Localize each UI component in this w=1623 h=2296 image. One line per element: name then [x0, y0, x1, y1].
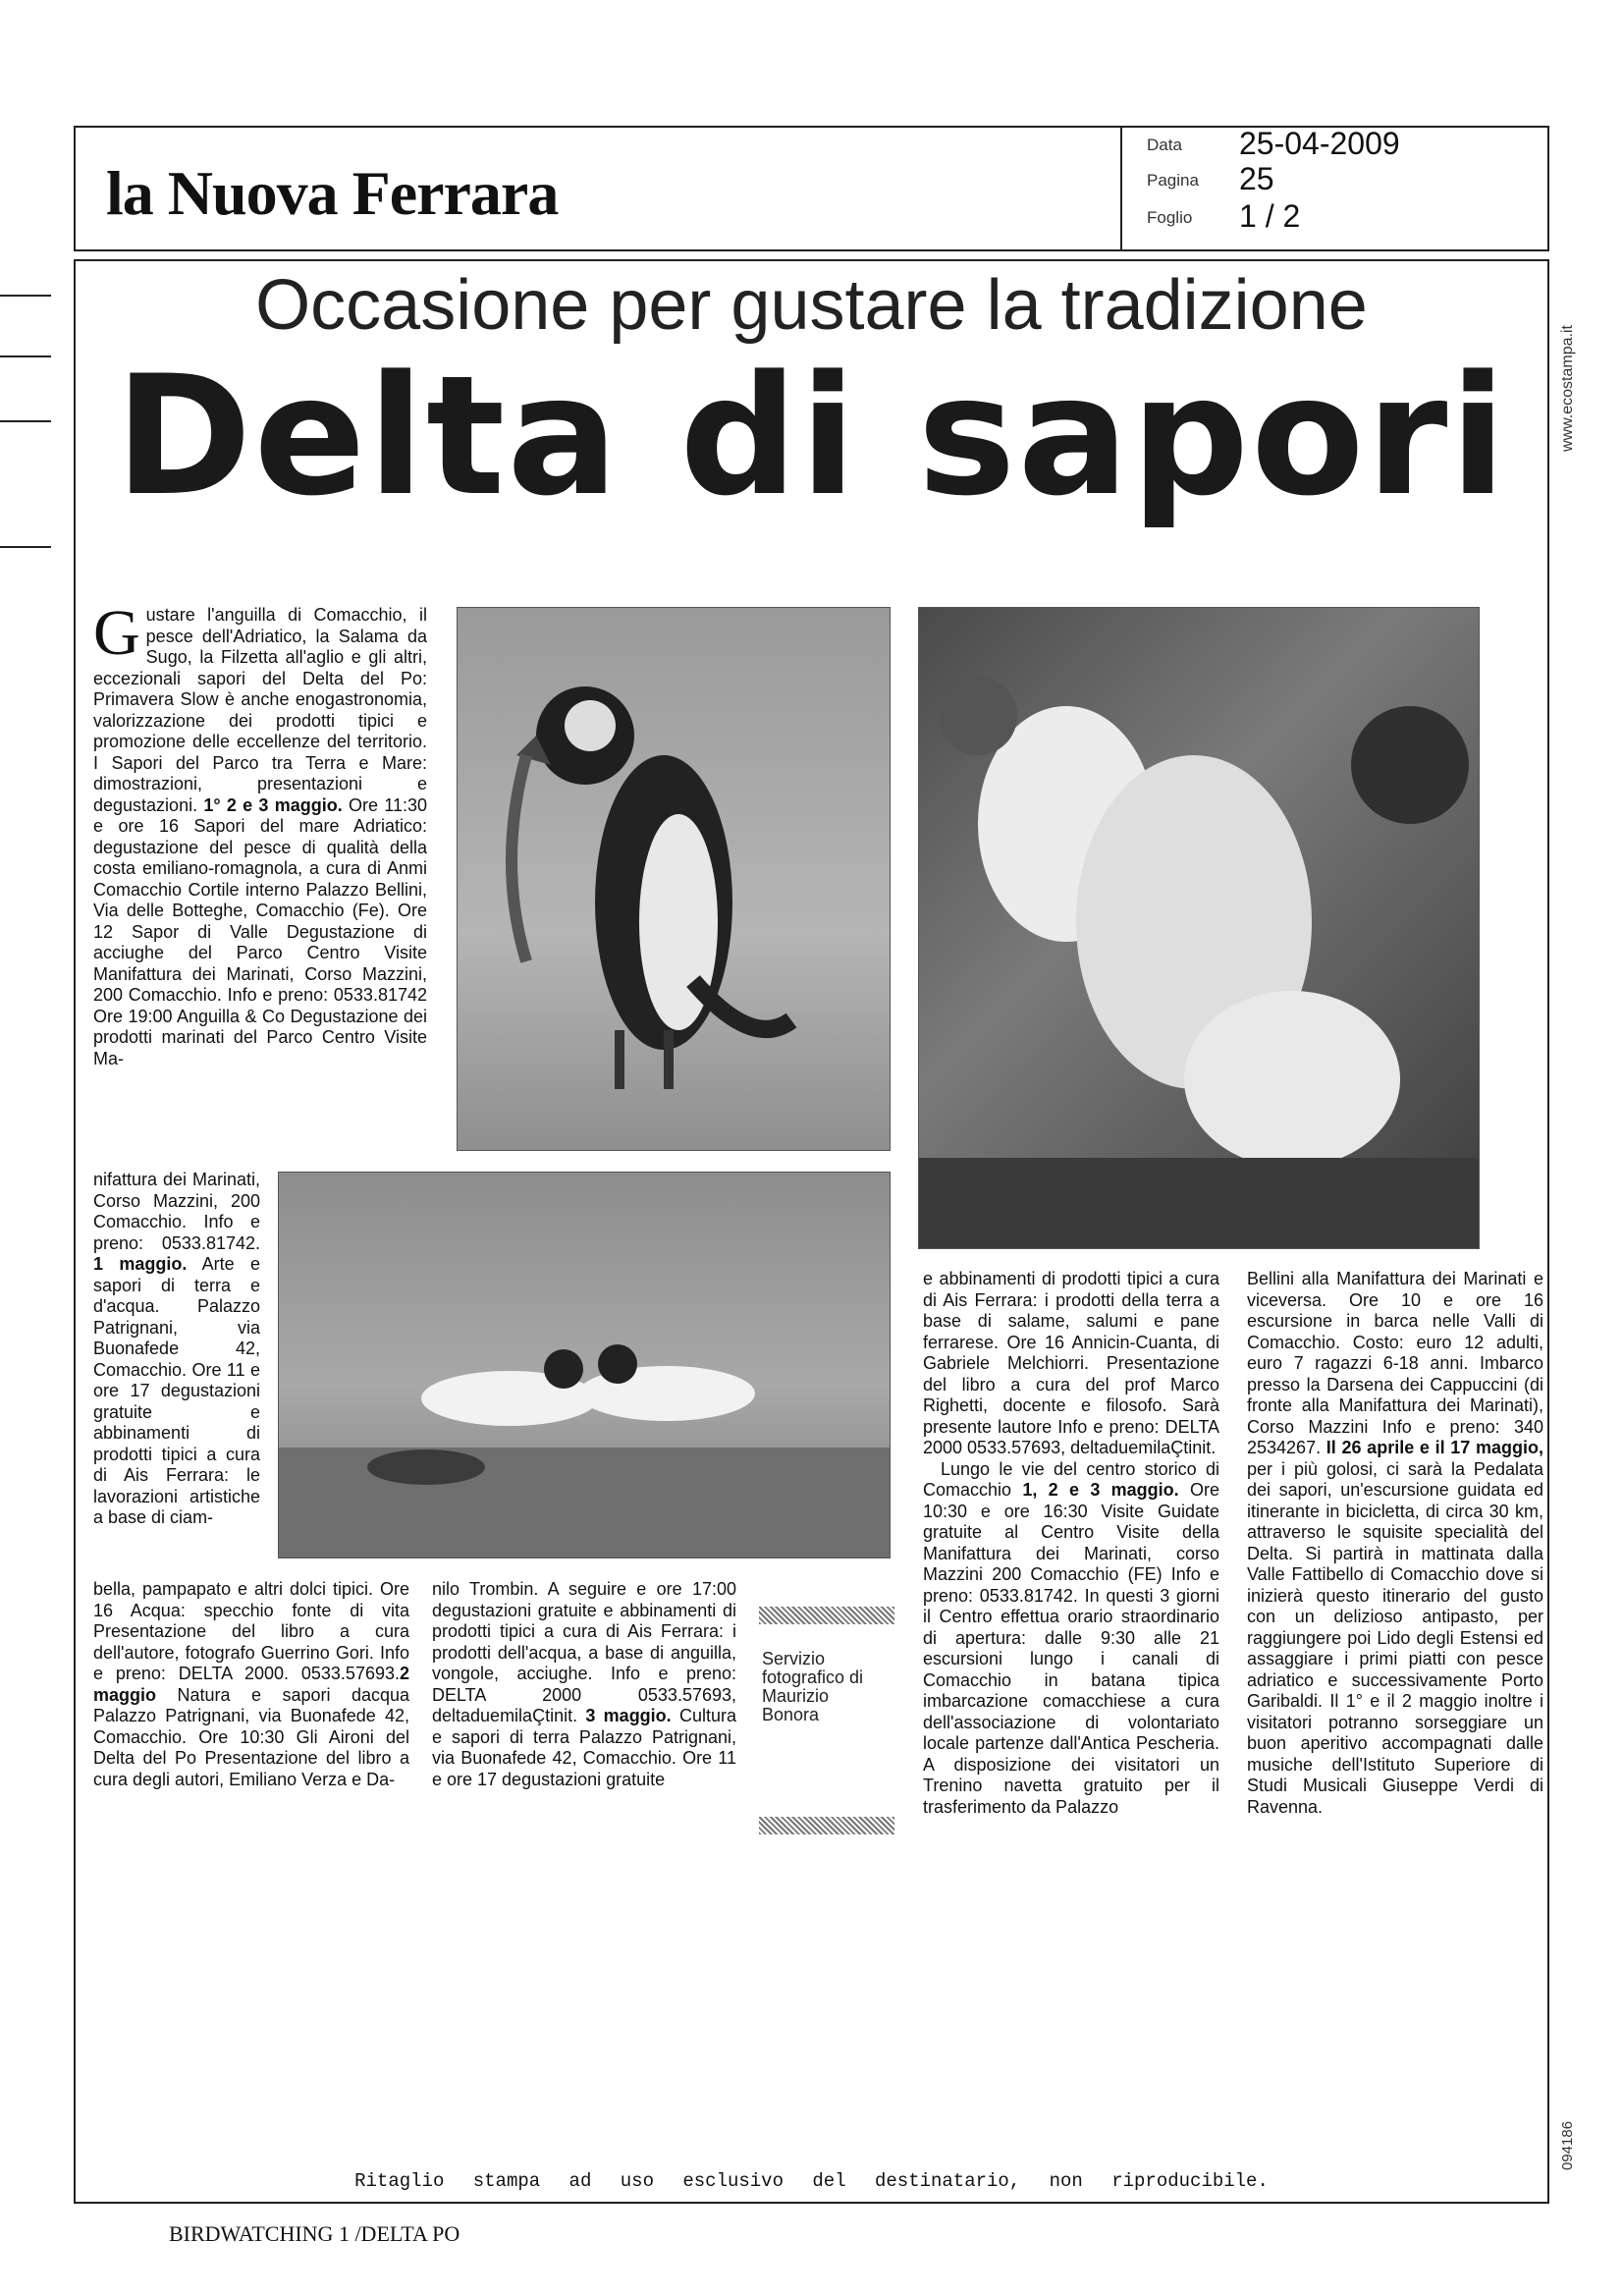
column-3: [923, 1269, 1219, 1818]
margin-tick: [0, 355, 51, 357]
article-headline: Delta di sapori: [115, 340, 1508, 532]
col3-text-b-b: Ore 10:30 e ore 16:30 Visite Guidate gratuite al Centro Visite della Manifattura dei Marinati, corso Mazzini 200 Comacchio (FE) Info e preno: 0533.81742. In questi 3 giorni il Centro effettua orario straordinario di apertura: dalle 9:30 alle 21 escursioni lungo i canali di Comacchio in batana tipica imbarcazione comacchiese a cura dell'associazione di volontariato locale partenze dall'Antica Pescheria. A disposizione dei visitatori un Trenino navetta gratuito per il trasferimento da Palazzo: [923, 1480, 1219, 1817]
col1-bottom-text-b: Natura e sapori dacqua Palazzo Patrignani, via Buonafede 42, Comacchio. Ore 10:30 Gli Aironi del Delta del Po Presentazione del libro a cura degli autori, Emiliano Verza e Da-: [93, 1684, 409, 1789]
col1-narrow-text-a: nifattura dei Marinati, Corso Mazzini, 200 Comacchio. Info e preno: 0533.81742.: [93, 1170, 260, 1253]
col1-date-2: 1 maggio.: [93, 1254, 188, 1274]
column-1-bottom: [93, 1579, 409, 1790]
col2-text-c: Cultura e sapori di terra Palazzo Patrignani, via Buonafede 42, Comacchio. Ore 11 e ore 17 degustazioni gratuite: [432, 1706, 737, 1789]
newspaper-name: la Nuova Ferrara: [106, 158, 559, 228]
date-value: 25-04-2009: [1239, 126, 1400, 161]
margin-tick: [0, 420, 51, 422]
col1-narrow-text-b: Arte e sapori di terra e d'acqua. Palazzo Patrignani, via Buonafede 42, Comacchio. Ore 11 e ore 17 degustazioni gratuite e abbinamenti di prodotti tipici a cura di Ais Ferrara: le lavorazioni artistiche a base di ciam-: [93, 1254, 261, 1527]
sheet-label: Foglio: [1147, 208, 1193, 227]
col4-text-a: Bellini alla Manifattura dei Marinati e viceversa. Ore 10 e ore 16 escursione in barca nelle Valli di Comacchio. Costo: euro 12 adulti, euro 7 ragazzi 6-18 anni. Imbarco presso la Darsena dei Cappuccini (di fronte alla Manifattura dei Marinati), Corso Mazzini Info e preno: 340 2534267.: [1247, 1269, 1543, 1457]
column-4: [1247, 1269, 1543, 1818]
col1-text-a: Ore 11:30 e ore 16 Sapori del mare Adriatico: degustazione del pesce di qualità della costa emiliano-romagnola, a cura di Anmi Comacchio Cortile interno Palazzo Bellini, Via delle Botteghe, Comacchio (Fe). Ore 12 Sapor di Valle Degustazione di acciughe del Parco Centro Visite Manifattura dei Marinati, Corso Mazzini, 200 Comacchio. Info e preno: 0533.81742 Ore 19:00 Anguilla & Co Degustazione dei prodotti marinati del Parco Centro Visite Ma-: [93, 794, 428, 1068]
col3-text-a: e abbinamenti di prodotti tipici a cura di Ais Ferrara: i prodotti della terra a base di salame, salumi e pane ferrarese. Ore 16 Annicin-Cuanta, di Gabriele Melchiorri. Presentazione del libro a cura del prof Marco Righetti, docente e filosofo. Sarà presente lautore Info e preno: DELTA 2000 0533.57693, deltaduemilaÇtinit.: [923, 1269, 1219, 1457]
margin-tick: [0, 546, 51, 548]
column-1-lead: [93, 597, 428, 1069]
col2-date: 3 maggio.: [585, 1706, 672, 1725]
side-url: www.ecostampa.it: [1559, 325, 1576, 452]
col2-text-a: nilo Trombin. A seguire e ore 17:00 degustazioni gratuite e abbinamenti di prodotti tipici a cura di Ais Ferrara: i prodotti dell'acqua, a base di anguilla, vongole, acciughe. Info e preno: DELTA 2000 0533.57693, deltaduemilaÇtinit.: [432, 1579, 736, 1725]
credit-pattern-top: [759, 1607, 894, 1624]
column-2: [432, 1579, 736, 1790]
date-label: Data: [1147, 136, 1182, 154]
photo-puffin: [457, 607, 891, 1151]
col3-dates: 1, 2 e 3 maggio.: [1022, 1480, 1179, 1500]
margin-tick: [0, 295, 51, 297]
photo-egrets: [918, 607, 1480, 1249]
footer-notice: Ritaglio stampa ad uso esclusivo del destinatario, non riproducibile.: [354, 2170, 1269, 2192]
page-label: Pagina: [1147, 171, 1199, 190]
photo-credit: Servizio fotografico di Maurizio Bonora: [762, 1649, 864, 1724]
col1-lead-text: ustare l'anguilla di Comacchio, il pesce dell'Adriatico, la Salama da Sugo, la Filzetta all'aglio e gli altri, eccezionali sapori del Delta del Po: Primavera Slow è anche enogastronomia, valorizzazione dei prodotti tipici e promozione delle eccellenze del territorio. I Sapori del Parco tra Terra e Mare: dimostrazioni, presentazioni e degustazioni.: [93, 605, 427, 815]
col4-dates: Il 26 aprile e il 17 maggio,: [1325, 1438, 1544, 1457]
col1-date-1: 1° 2 e 3 maggio.: [203, 794, 343, 815]
column-1-narrow: [93, 1170, 260, 1529]
dropcap: G: [93, 597, 140, 669]
credit-pattern-bottom: [759, 1817, 894, 1834]
col1-date-3: 2 maggio: [93, 1664, 409, 1705]
col1-bottom-text-a: bella, pampapato e altri dolci tipici. Ore 16 Acqua: specchio fonte di vita Presentazione del libro a cura dell'autore, fotografo Guerrino Gori. Info e preno: DELTA 2000. 0533.57693.: [93, 1579, 409, 1683]
section-label: BIRDWATCHING 1 /DELTA PO: [169, 2221, 460, 2246]
article-kicker: Occasione per gustare la tradizione: [255, 266, 1368, 345]
col3-text-b-a: Lungo le vie del centro storico di Comacchio: [923, 1458, 1219, 1500]
page-value: 25: [1239, 161, 1274, 196]
col4-text-b: per i più golosi, ci sarà la Pedalata dei sapori, un'escursione guidata ed itinerante in bicicletta, di circa 30 km, attraverso le squisite specialità del Delta. Si partirà in mattinata dalla Valle Fattibello di Comacchio dove si inizierà questo itinerario del gusto con un delizioso antipasto, per raggiungere poi Lido degli Estensi ed assaggiare i primi piatti con pesce adriatico e successivamente Porto Garibaldi. Il 1° e il 2 maggio inoltre i visitatori potranno sorseggiare un buon aperitivo accompagnati dalle musiche dell'Istituto Superiore di Studi Musicali Giuseppe Verdi di Ravenna.: [1247, 1458, 1543, 1817]
sheet-value: 1 / 2: [1239, 198, 1301, 234]
photo-terns: [278, 1172, 891, 1558]
